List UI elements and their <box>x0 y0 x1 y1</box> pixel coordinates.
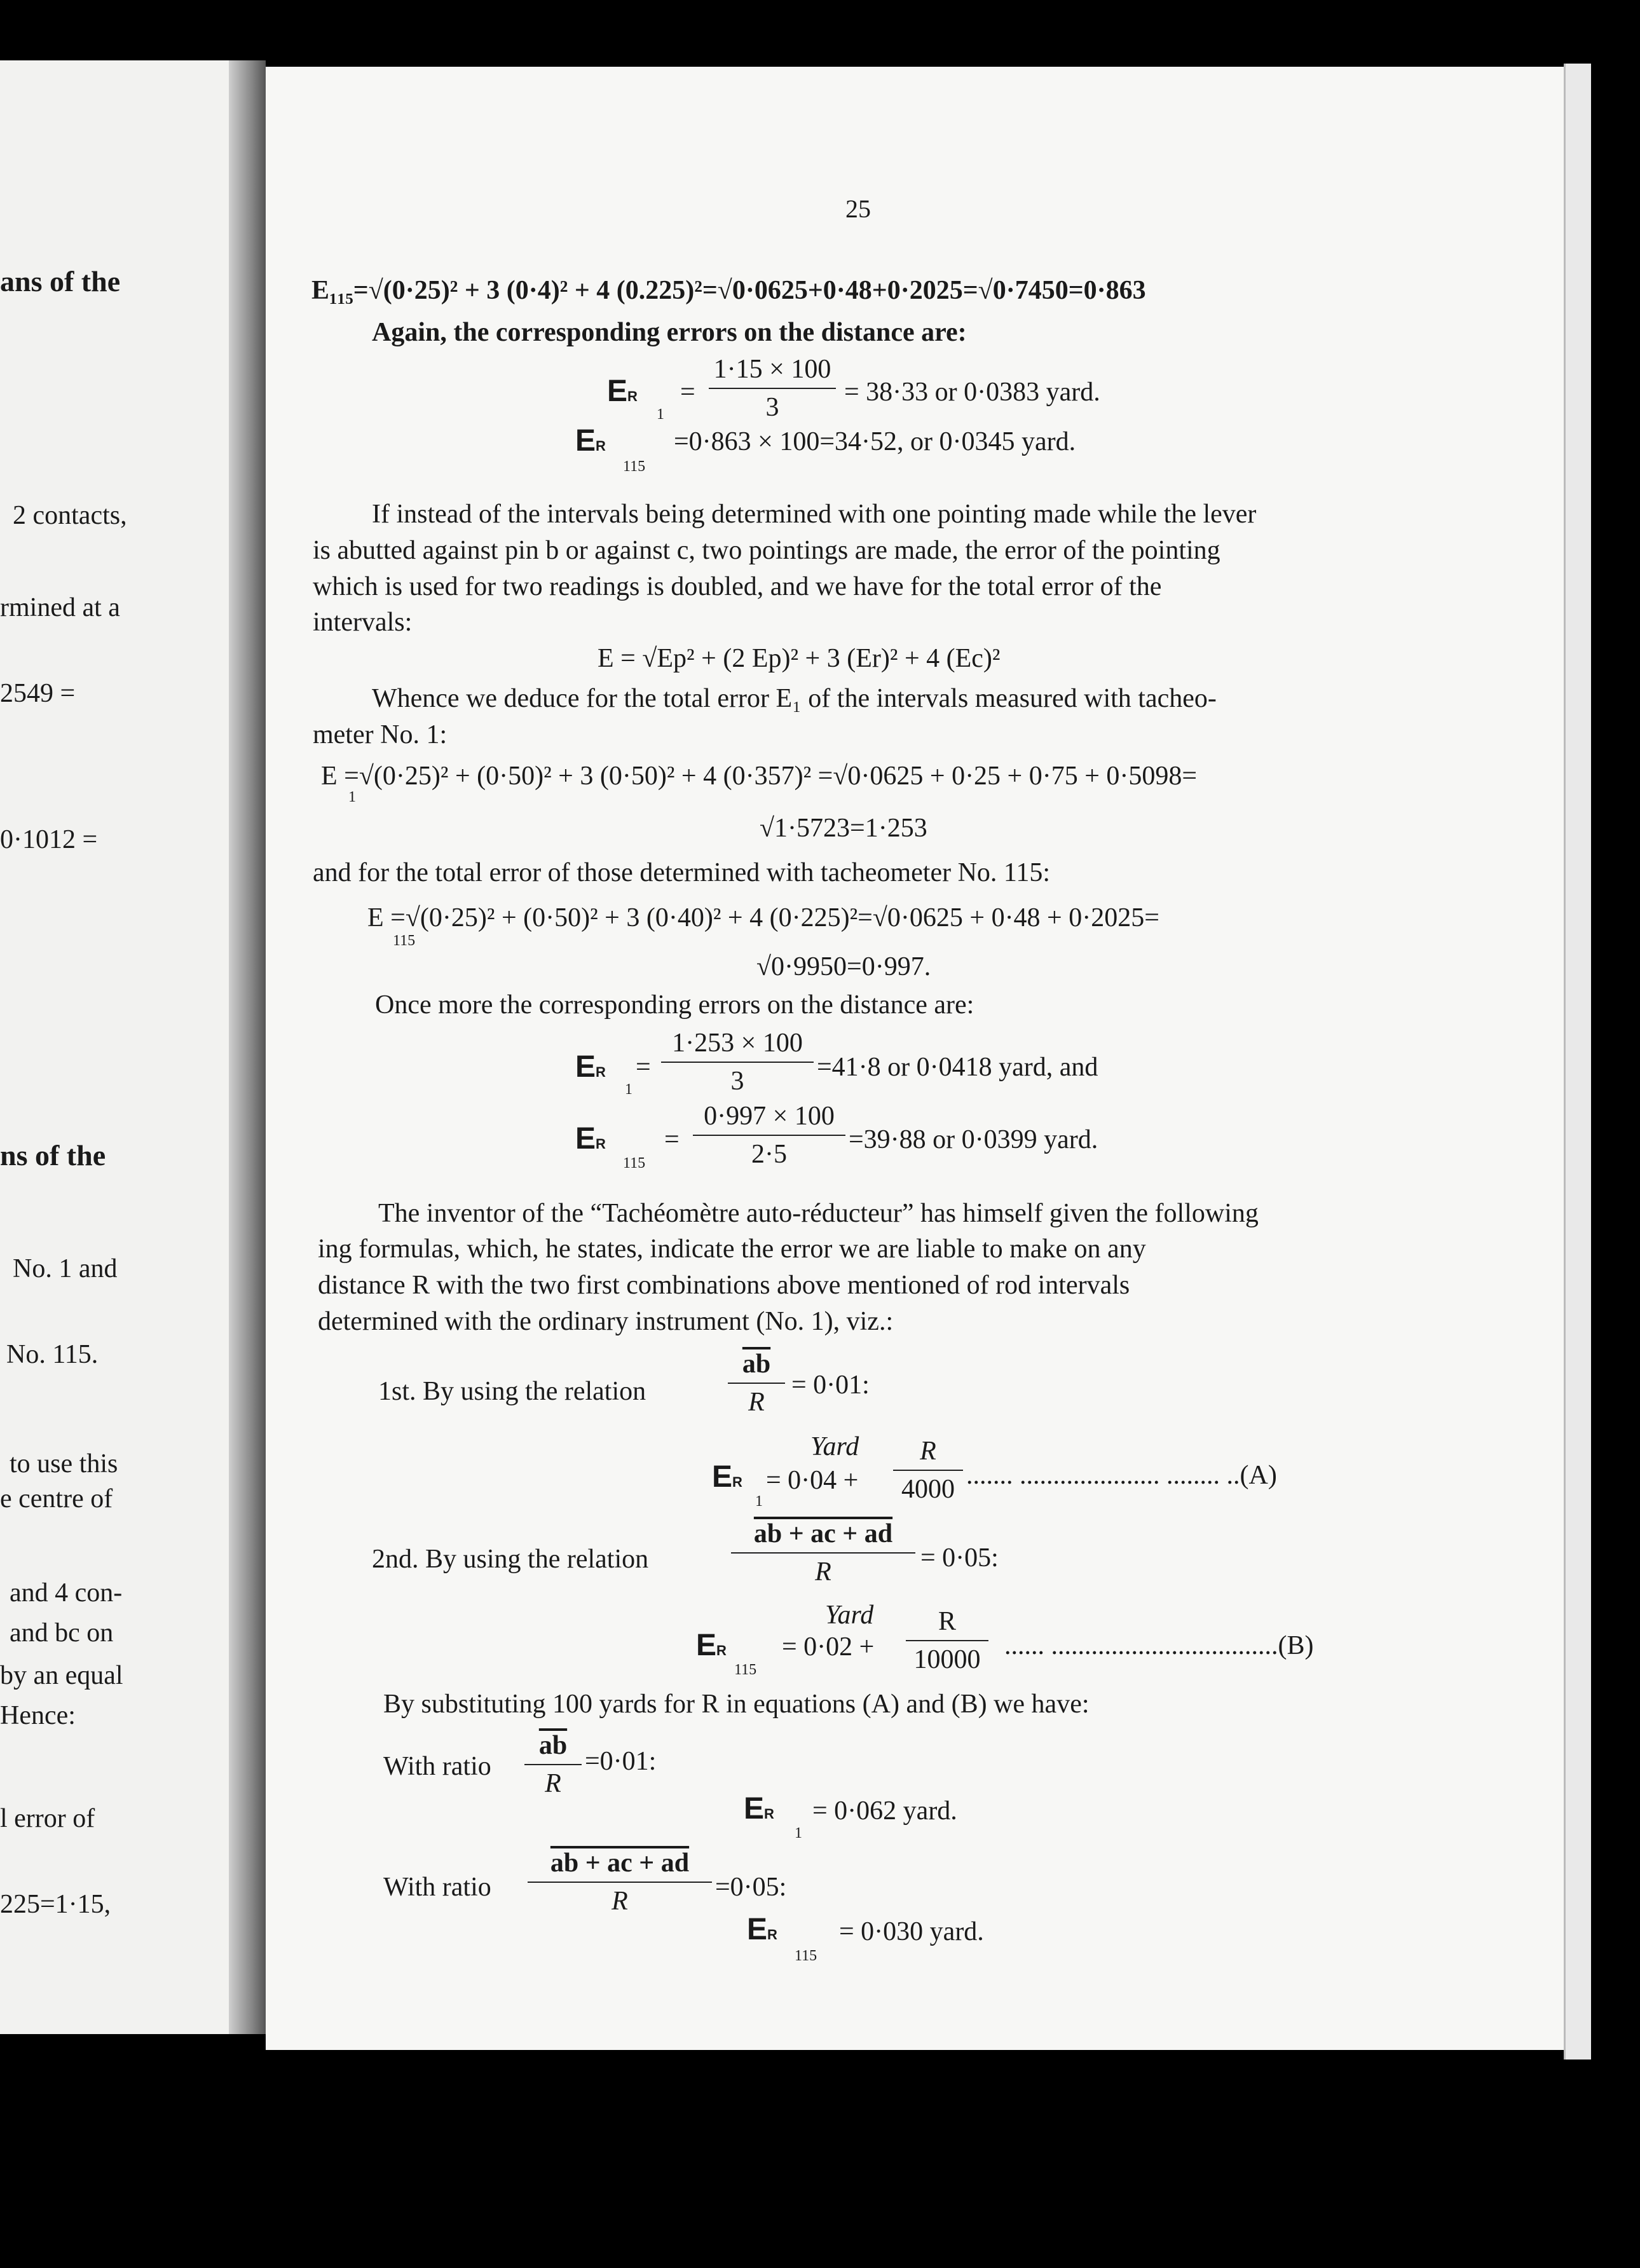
er1-result-b: =41·8 or 0·0418 yard, and <box>817 1053 1098 1082</box>
left-fragment: 225=1·15, <box>0 1890 111 1919</box>
paragraph-line: determined with the ordinary instrument (No. 1), viz.: <box>318 1307 894 1336</box>
relation-fraction: $\frac{ab + ac + ad}{R}$ <box>731 1520 915 1585</box>
er115-subscript: 115 <box>795 1948 817 1964</box>
paragraph-line: The inventor of the “Tachéomètre auto-réducteur” has himself given the following <box>378 1199 1259 1228</box>
paragraph-line: Once more the corresponding errors on the distance are: <box>375 990 974 1020</box>
formula-b-lhs: = 0·02 + <box>782 1632 875 1662</box>
er115-symbol: ER <box>575 424 606 458</box>
result-1: = 0·062 yard. <box>812 1796 957 1826</box>
left-fragment: 2549 = <box>0 679 76 708</box>
equation-e115-line1: E =√(0·25)² + (0·50)² + 3 (0·40)² + 4 (0·225)²=√0·0625 + 0·48 + 0·2025= <box>367 903 1159 932</box>
er115-fraction-b: $\frac{0\cdot 997 \times 100}{2\cdot 5}$ <box>693 1103 845 1168</box>
equation-e1-line1: E =√(0·25)² + (0·50)² + 3 (0·50)² + 4 (0·357)² =√0·0625 + 0·25 + 0·75 + 0·5098= <box>321 762 1198 791</box>
er1-fraction-b: $\frac{1\cdot 253 \times 100}{3}$ <box>661 1030 814 1095</box>
left-fragment: e centre of <box>0 1484 113 1513</box>
relation-label: 2nd. By using the relation <box>372 1545 649 1574</box>
e115-subscript: 115 <box>393 932 416 949</box>
paragraph-line: and for the total error of those determined with tacheometer No. 115: <box>313 858 1051 887</box>
relation-value: = 0·01: <box>791 1370 870 1400</box>
paragraph-line: distance R with the two first combinations above mentioned of rod intervals <box>318 1271 1130 1300</box>
er1-result: = 38·33 or 0·0383 yard. <box>844 378 1100 407</box>
er115-subscript: 115 <box>623 458 646 475</box>
formula-a-fraction: $\frac{R}{4000}$ <box>893 1438 963 1503</box>
relation-label: 1st. By using the relation <box>378 1377 646 1406</box>
equation-e115-sum: E₁₁₅=√(0·25)² + 3 (0·4)² + 4 (0.225)²=√0·0625+0·48+0·2025=√0·7450=0·863 <box>311 276 1146 305</box>
unit-yard: Yard <box>810 1432 859 1461</box>
er1-subscript: 1 <box>625 1081 632 1098</box>
left-fragment: ns of the <box>0 1139 106 1172</box>
er1-symbol: ER <box>744 1792 774 1826</box>
ratio-label: With ratio <box>383 1873 491 1902</box>
formula-a-lhs: = 0·04 + <box>766 1466 859 1495</box>
er115-subscript: 115 <box>623 1155 646 1172</box>
equals-sign: = <box>680 378 695 407</box>
left-fragment: Hence: <box>0 1701 76 1730</box>
paragraph-line: meter No. 1: <box>313 720 448 749</box>
paragraph-line: Whence we deduce for the total error E₁ of the intervals measured with tacheo- <box>372 684 1217 713</box>
paragraph-line: is abutted against pin b or against c, two pointings are made, the error of the pointing <box>313 536 1220 565</box>
ratio-fraction: $\frac{ab + ac + ad}{R}$ <box>528 1850 712 1915</box>
left-fragment: 2 contacts, <box>13 501 127 530</box>
er115-symbol: ER <box>747 1913 777 1946</box>
left-fragment: ans of the <box>0 265 121 297</box>
left-fragment: l error of <box>0 1804 95 1833</box>
paragraph-line: If instead of the intervals being determined with one pointing made while the lever <box>372 500 1257 529</box>
er1-subscript: 1 <box>657 406 664 423</box>
formula-a-tail: ....... ..................... ........ ..(A) <box>966 1461 1277 1490</box>
er115-symbol: ER <box>575 1122 606 1156</box>
left-fragment: and bc on <box>10 1618 114 1648</box>
ratio-fraction: $\frac{\overline{ab}}{R}$ <box>524 1732 582 1797</box>
equation-e1-line2: √1·5723=1·253 <box>760 814 927 843</box>
relation-fraction: $\frac{\overline{ab}}{R}$ <box>728 1351 785 1416</box>
left-page <box>0 60 234 2034</box>
er115-subscript: 115 <box>734 1662 757 1678</box>
left-fragment: No. 1 and <box>13 1254 118 1283</box>
paragraph-line: ing formulas, which, he states, indicate the error we are liable to make on any <box>318 1234 1146 1264</box>
page-number: 25 <box>845 195 871 223</box>
text-line: Again, the corresponding errors on the distance are: <box>372 318 967 347</box>
er1-symbol: ER <box>607 374 638 408</box>
left-fragment: rmined at a <box>0 593 120 622</box>
left-fragment: by an equal <box>0 1661 123 1690</box>
left-fragment: to use this <box>10 1449 118 1479</box>
left-fragment: 0·1012 = <box>0 825 98 854</box>
page-edge <box>1564 64 1591 2060</box>
equation-e115-line2: √0·9950=0·997. <box>756 952 931 981</box>
ratio-label: With ratio <box>383 1752 491 1781</box>
er1-subscript: 1 <box>755 1493 763 1510</box>
er115-result-b: =39·88 or 0·0399 yard. <box>849 1125 1098 1154</box>
paragraph-line: which is used for two readings is doubled, and we have for the total error of the <box>313 572 1162 601</box>
ratio-value: =0·01: <box>585 1747 657 1776</box>
unit-yard: Yard <box>825 1601 874 1630</box>
formula-b-fraction: $\frac{R}{10000}$ <box>906 1608 988 1673</box>
er1-fraction: $\frac{1\cdot 15 \times 100}{3}$ <box>709 356 836 421</box>
relation-value: = 0·05: <box>920 1543 999 1573</box>
left-fragment: No. 115. <box>6 1340 99 1369</box>
equals-sign: = <box>636 1053 651 1082</box>
er1-subscript: 1 <box>795 1825 802 1841</box>
page-gutter <box>229 60 266 2034</box>
result-2: = 0·030 yard. <box>839 1917 984 1946</box>
er115-result: =0·863 × 100=34·52, or 0·0345 yard. <box>674 427 1076 456</box>
e1-subscript: 1 <box>348 789 356 805</box>
paragraph-line: intervals: <box>313 608 413 637</box>
equals-sign: = <box>664 1125 680 1154</box>
er115-symbol: ER <box>696 1629 727 1662</box>
ratio-value: =0·05: <box>715 1873 787 1902</box>
er1-symbol: ER <box>575 1050 606 1084</box>
paragraph-line: By substituting 100 yards for R in equations (A) and (B) we have: <box>383 1690 1090 1719</box>
equation-general: E = √Ep² + (2 Ep)² + 3 (Er)² + 4 (Ec)² <box>598 644 1001 673</box>
er1-symbol: ER <box>712 1460 742 1494</box>
left-fragment: and 4 con- <box>10 1578 123 1608</box>
formula-b-tail: ...... ..................................(B) <box>1004 1631 1314 1660</box>
